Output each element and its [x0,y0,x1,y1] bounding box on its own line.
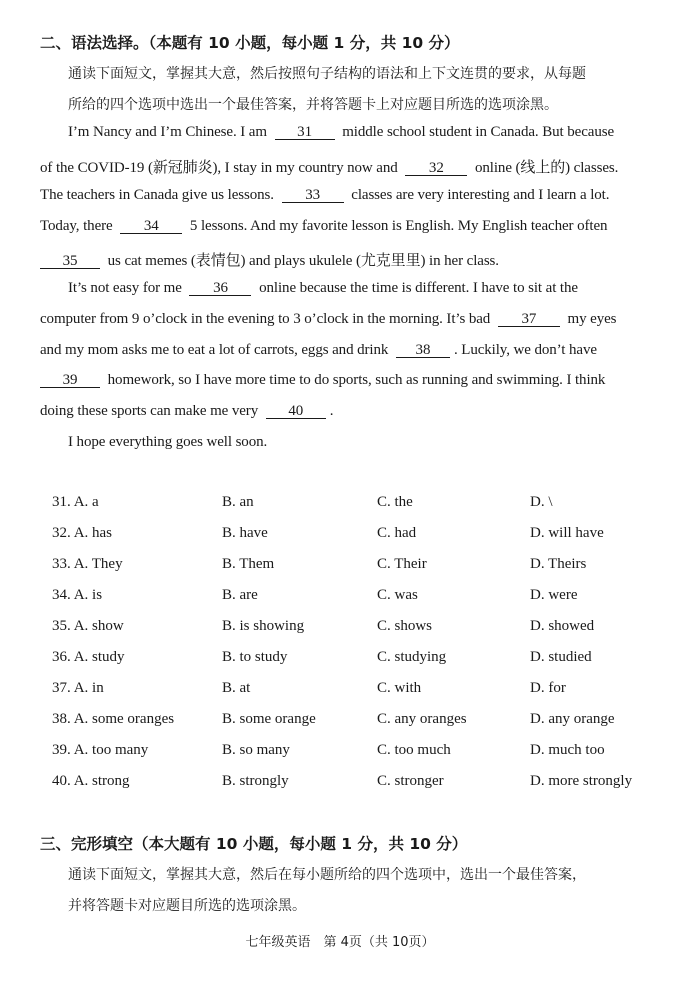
option-b: B. to study [222,649,288,665]
question-number: 40. [52,773,71,789]
passage-line: computer from 9 o’clock in the evening to 3 o’clock in the morning. It’s bad 37 my eyes [40,311,617,327]
option-b: B. at [222,680,251,696]
passage-line: I hope everything goes well soon. [68,434,268,450]
passage-line: Today, there 34 5 lessons. And my favorite lesson is English. My English teacher often [40,218,608,234]
section-2-heading: 二、语法选择。（本题有 10 小题，每小题 1 分，共 10 分） [40,34,460,52]
passage-line: of the COVID-19 (新冠肺炎), I stay in my country now and 32 online (线上的) classes. [40,160,619,176]
question-row [52,649,652,669]
option-b: B. strongly [222,773,289,789]
option-a: A. study [73,649,125,665]
option-c: C. shows [377,618,433,634]
question-number: 37. [52,680,71,696]
blank-38: 38 [396,343,450,358]
option-a: A. some oranges [73,711,175,727]
option-d: D. studied [530,649,592,665]
option-a: A. is [73,587,103,603]
blank-33: 33 [282,188,344,203]
option-c: C. had [377,525,417,541]
option-b: B. so many [222,742,290,758]
section-2-instruction-line-1: 通读下面短文，掌握其大意，然后按照句子结构的语法和上下文连贯的要求，从每题 [68,66,586,82]
question-number: 32. [52,525,71,541]
option-a: A. has [73,525,113,541]
option-b: B. Them [222,556,275,572]
option-a: A. a [73,494,99,510]
option-d: D. were [530,587,578,603]
blank-35: 35 [40,254,100,269]
blank-37: 37 [498,312,560,327]
blank-31: 31 [275,125,335,140]
section-3-instruction-line-2: 并将答题卡对应题目所选的选项涂黑。 [68,898,306,914]
option-c: C. with [377,680,422,696]
option-d: D. any orange [530,711,615,727]
option-d: D. much too [530,742,605,758]
option-d: D. Theirs [530,556,587,572]
section-2-instruction-line-2: 所给的四个选项中选出一个最佳答案，并将答题卡上对应题目所选的选项涂黑。 [68,97,558,113]
question-number: 34. [52,587,71,603]
option-b: B. an [222,494,254,510]
option-b: B. are [222,587,258,603]
question-number: 35. [52,618,71,634]
option-d: D. more strongly [530,773,633,789]
passage-line: doing these sports can make me very 40 . [40,403,334,419]
passage-line: The teachers in Canada give us lessons. 33 classes are very interesting and I learn a lot. [40,187,610,203]
option-a: A. show [73,618,124,634]
question-row [52,494,652,514]
question-row [52,556,652,576]
question-row [52,680,652,700]
question-number: 36. [52,649,71,665]
option-d: D. \ [530,494,553,510]
page-footer: 七年级英语 第 4页（共 10页） [245,935,435,950]
option-b: B. have [222,525,268,541]
option-d: D. will have [530,525,604,541]
passage-line: and my mom asks me to eat a lot of carrots, eggs and drink 38 . Luckily, we don’t have [40,342,597,358]
option-a: A. They [73,556,123,572]
option-a: A. in [73,680,104,696]
option-a: A. strong [73,773,130,789]
section-3-instruction-line-1: 通读下面短文，掌握其大意，然后在每小题所给的四个选项中，选出一个最佳答案， [68,867,586,883]
option-b: B. some orange [222,711,316,727]
option-a: A. too many [73,742,149,758]
option-b: B. is showing [222,618,305,634]
question-number: 31. [52,494,71,510]
option-d: D. for [530,680,566,696]
question-number: 39. [52,742,71,758]
question-number: 38. [52,711,71,727]
passage-line: 35 us cat memes (表情包) and plays ukulele (尤克里里) in her class. [40,249,640,270]
question-row [52,618,652,638]
passage-line: It’s not easy for me 36 online because the time is different. I have to sit at the [68,280,578,296]
question-row [52,711,652,731]
option-c: C. studying [377,649,447,665]
question-row [52,525,652,545]
question-row [52,742,652,762]
blank-32: 32 [405,161,467,176]
option-c: C. Their [377,556,427,572]
question-number: 33. [52,556,71,572]
blank-40: 40 [266,404,326,419]
blank-36: 36 [189,281,251,296]
option-c: C. was [377,587,418,603]
option-c: C. stronger [377,773,444,789]
option-d: D. showed [530,618,595,634]
blank-39: 39 [40,373,100,388]
option-c: C. too much [377,742,451,758]
passage-line: 39 homework, so I have more time to do sports, such as running and swimming. I think [40,372,640,389]
option-c: C. the [377,494,413,510]
question-row [52,587,652,607]
passage-line: I’m Nancy and I’m Chinese. I am 31 middle school student in Canada. But because [68,124,615,140]
question-row [52,773,652,793]
option-c: C. any oranges [377,711,467,727]
blank-34: 34 [120,219,182,234]
section-3-heading: 三、完形填空（本大题有 10 小题，每小题 1 分，共 10 分） [40,835,468,853]
